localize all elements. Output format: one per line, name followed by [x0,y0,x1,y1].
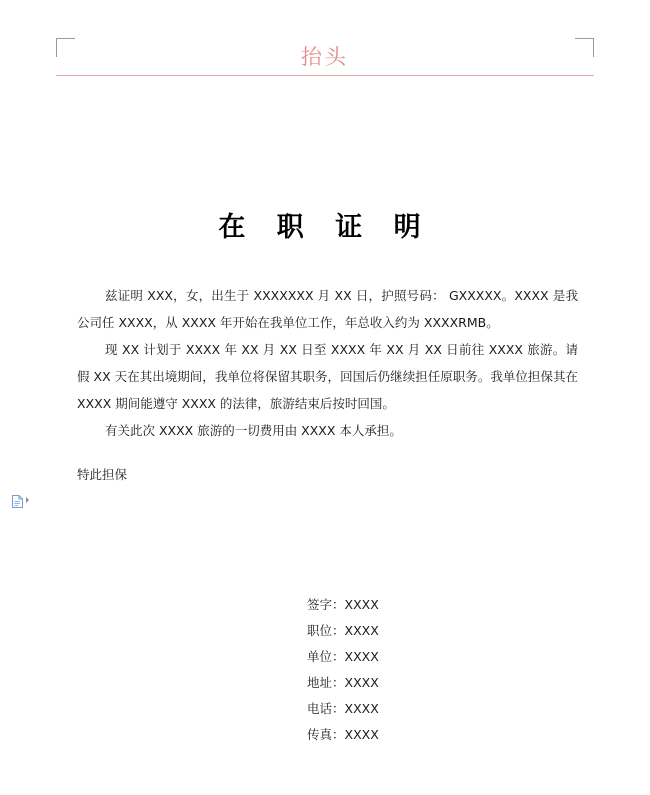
closing-text: 特此担保 [77,467,128,482]
signature-line: 电话：XXXX [307,701,379,716]
page-title: 在 职 证 明 [218,212,432,243]
body-paragraph: 有关此次 XXXX 旅游的一切费用由 XXXX 本人承担。 [105,423,402,438]
signature-line: 签字：XXXX [307,597,379,612]
page-header [56,44,594,76]
header-title: 抬头 [301,45,349,69]
margin-marker[interactable] [12,493,29,506]
header-divider [56,75,594,76]
signature-block [0,592,650,748]
body-paragraph: 兹证明 XXX，女，出生于 XXXXXXX 月 XX 日，护照号码： GXXXXX。XXXX 是我公司任 XXXX，从 XXXX 年开始在我单位工作，年总收入约为 XXXXRMB。 [77,288,578,330]
signature-line: 职位：XXXX [307,623,379,638]
chevron-right-icon [26,497,29,503]
signature-line: 传真：XXXX [307,727,379,742]
body-paragraph: 现 XX 计划于 XXXX 年 XX 月 XX 日至 XXXX 年 XX 月 XX 日前往 XXXX 旅游。请假 XX 天在其出境期间，我单位将保留其职务，回国后仍继续担任原职务。我单位担保其在 XXXX 期间能遵守 XXXX 的法律，旅游结束后按时回国。 [77,342,578,411]
document-body [77,282,578,488]
signature-line: 单位：XXXX [307,649,379,664]
signature-line: 地址：XXXX [307,675,379,690]
document-icon [12,493,23,506]
